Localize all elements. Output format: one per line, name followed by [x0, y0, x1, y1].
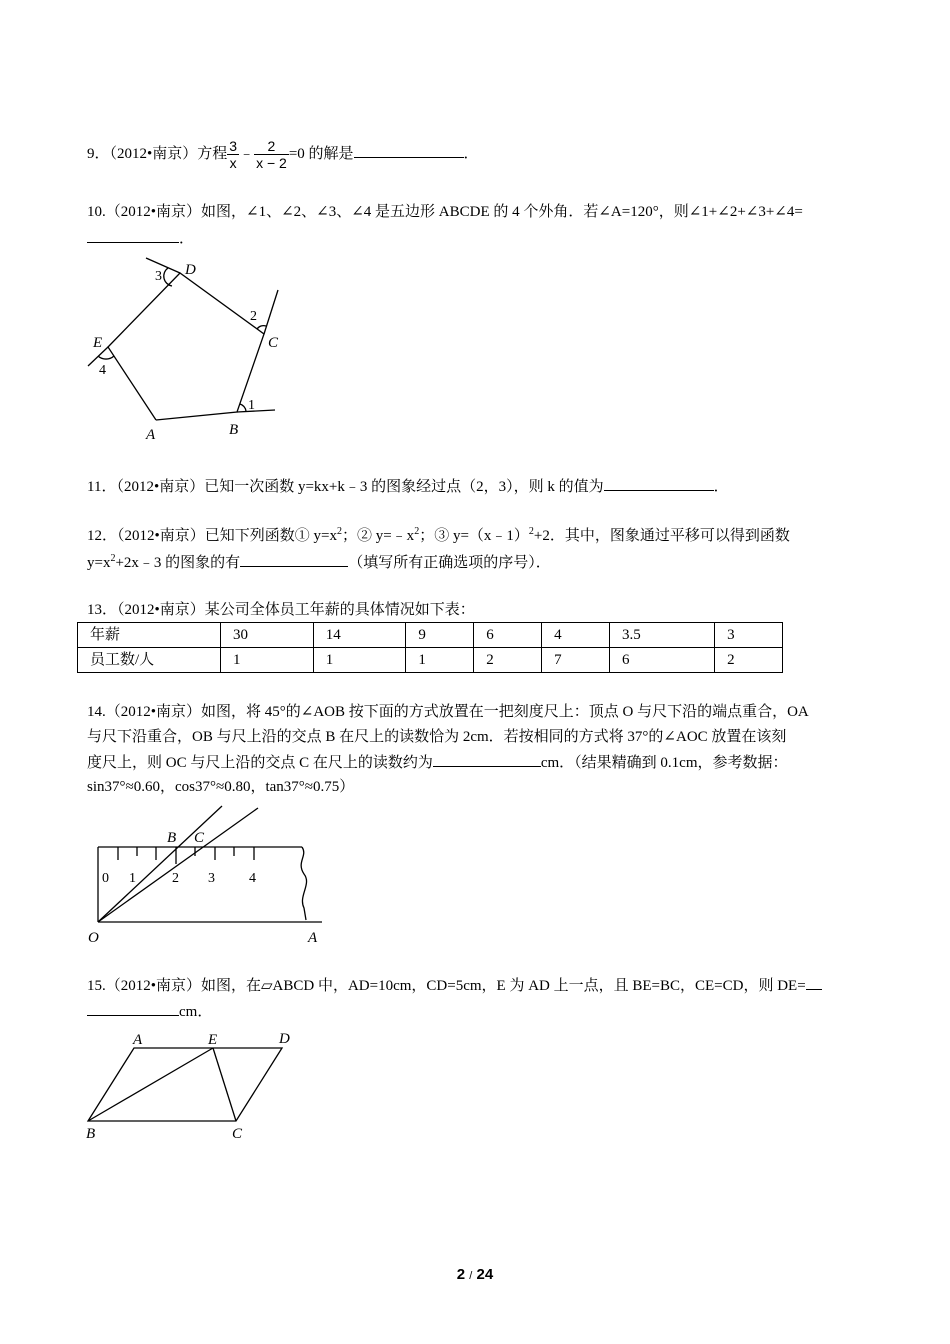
label-A: A [133, 1032, 143, 1048]
extension-line-c [264, 290, 278, 334]
label-A: A [308, 930, 318, 946]
table-cell: 6 [474, 623, 542, 648]
segment-be [88, 1048, 213, 1121]
question-14-line2: 与尺下沿重合，OB 与尺上沿的交点 B 在尺上的读数恰为 2cm．若按相同的方式将 37°的∠AOC 放置在该刻 [87, 729, 787, 745]
tick-label-2: 2 [172, 871, 179, 886]
tick-label-0: 0 [102, 871, 109, 886]
q15-parallelogram-figure [80, 1025, 300, 1145]
question-11: 11．（2012•南京）已知一次函数 y=kx+k﹣3 的图象经过点（2，3），则 k 的值为 ． [87, 476, 729, 497]
table-cell: 1 [221, 648, 314, 673]
angle-arc-2 [257, 326, 266, 329]
question-9: 9．（2012•南京）方程 $\frac{3}{x}$ ﹣ $\frac{2}{x - 2}$ =0 的解是 ． [87, 138, 479, 171]
q14-answer-blank[interactable] [433, 752, 541, 767]
question-14-line3: 度尺上，则 OC 与尺上沿的交点 C 在尺上的读数约为 cm．（结果精确到 0.1cm，参考数据： [87, 752, 788, 773]
ruler-ticks [118, 847, 254, 864]
q9-fraction-1: $\frac{3}{x}$ [229, 138, 238, 171]
q9-prefix: 9．（2012•南京）方程 [87, 145, 228, 162]
tick-label-1: 1 [129, 871, 136, 886]
q15-answer-blank-part2[interactable] [87, 1001, 179, 1016]
table-cell: 30 [221, 623, 314, 648]
label-C: C [268, 335, 279, 351]
label-E: E [93, 335, 103, 351]
question-12: 12．（2012•南京）已知下列函数① $y=x^2$；② $y=﹣x^2$；③ y=（x﹣1）$^2$+2．其中，图象通过平移可以得到函数 [87, 526, 790, 544]
label-angle-1: 1 [248, 398, 255, 413]
q10-pentagon-figure [80, 252, 300, 447]
tick-label-3: 3 [208, 871, 215, 886]
pentagon-outline [108, 273, 264, 420]
ray-oc [98, 808, 258, 922]
extension-line-d [146, 258, 180, 273]
label-C: C [194, 830, 205, 846]
ray-ob [98, 806, 222, 922]
q15-answer-blank-part1[interactable] [806, 975, 822, 990]
q12-answer-blank[interactable] [240, 552, 348, 567]
table-row [78, 648, 783, 673]
label-angle-3: 3 [155, 269, 162, 284]
table-cell: 1 [313, 648, 406, 673]
page-number: 2 / 24 [456, 1266, 494, 1283]
label-angle-4: 4 [99, 363, 106, 378]
table-cell: 2 [474, 648, 542, 673]
question-10: 10.（2012•南京）如图，∠1、∠2、∠3、∠4 是五边形 ABCDE 的 4 个外角．若∠A=120°，则∠1+∠2+∠3+∠4= [87, 204, 803, 220]
salary-table [77, 622, 783, 673]
extension-line-b [237, 410, 275, 412]
label-B: B [229, 422, 239, 438]
question-13: 13．（2012•南京）某公司全体员工年薪的具体情况如下表： [87, 602, 475, 618]
q10-answer-blank[interactable] [87, 228, 179, 243]
question-14: 14.（2012•南京）如图，将 45°的∠AOB 按下面的方式放置在一把刻度尺上：顶点 O 与尺下沿的端点重合，OA [87, 704, 809, 720]
table-cell: 9 [406, 623, 474, 648]
question-10-line2: ． [87, 228, 194, 249]
label-A: A [146, 427, 156, 443]
table-cell: 3.5 [609, 623, 714, 648]
question-15: 15.（2012•南京）如图，在▱ABCD 中，AD=10cm，CD=5cm，E 为 AD 上一点，且 BE=BC，CE=CD，则 DE= [87, 975, 822, 996]
table-cell: 1 [406, 648, 474, 673]
table-cell: 14 [313, 623, 406, 648]
q14-ruler-figure [80, 800, 340, 950]
angle-arc-1 [240, 404, 246, 411]
table-cell: 4 [542, 623, 610, 648]
table-cell: 2 [715, 648, 783, 673]
question-14-line4: sin37°≈0.60，cos37°≈0.80，tan37°≈0.75） [87, 779, 355, 795]
angle-arc-4 [98, 356, 114, 359]
table-cell: 3 [715, 623, 783, 648]
table-cell: 6 [609, 648, 714, 673]
tick-label-4: 4 [249, 871, 256, 886]
label-angle-2: 2 [250, 309, 257, 324]
table-cell: 员工数/人 [78, 648, 221, 673]
label-O: O [88, 930, 99, 946]
q9-fraction-2: $\frac{2}{x - 2}$ [256, 138, 287, 171]
parallelogram-abcd [88, 1048, 282, 1121]
label-B: B [167, 830, 177, 846]
table-cell: 年薪 [78, 623, 221, 648]
question-15-line2: cm． [87, 1001, 212, 1022]
ruler-torn-edge [301, 847, 306, 920]
segment-ce [213, 1048, 236, 1121]
label-C: C [232, 1126, 243, 1142]
table-cell: 7 [542, 648, 610, 673]
label-D: D [279, 1031, 290, 1047]
label-E: E [208, 1032, 218, 1048]
q9-answer-blank[interactable] [354, 143, 464, 158]
label-D: D [185, 262, 196, 278]
question-12-line2: $y=x^2+2x﹣3$ 的图象的有 （填写所有正确选项的序号）． [87, 553, 551, 571]
q11-answer-blank[interactable] [604, 476, 714, 491]
label-B: B [86, 1126, 96, 1142]
table-row [78, 623, 783, 648]
